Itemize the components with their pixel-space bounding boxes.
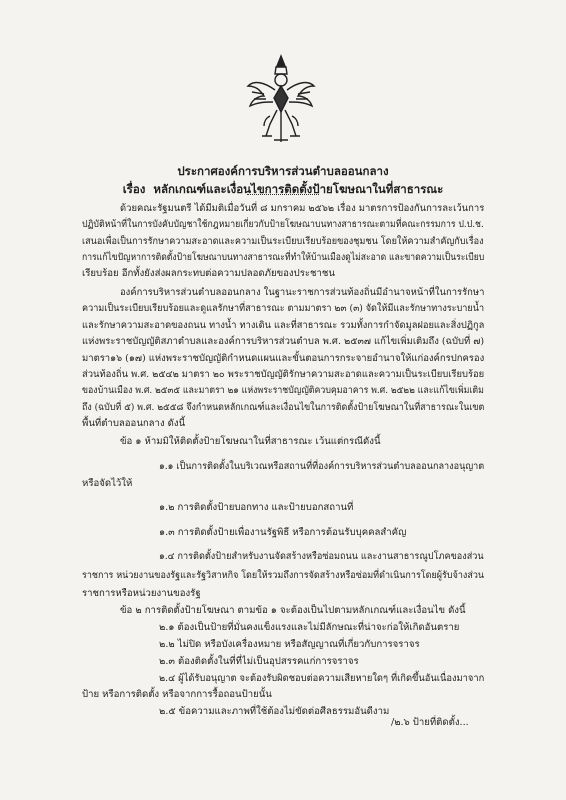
paragraph-2-line: พื้นที่ตำบลออนกลาง ดังนี้ [82,418,186,430]
paragraph-1-line: การแก้ไขปัญหาการติดตั้งป้ายโฆษณาบนทางสาธารณะที่ทำให้บ้านเมืองดูไม่สะอาด และขาดความเป็นระเบียบ [82,251,485,263]
clause-1-item-line: หรือจัดไว้ให้ [82,478,133,489]
clause-1-item-line: ราชการ หน่วยงานของรัฐและรัฐวิสาหกิจ โดยให้รวมถึงการจัดสร้างหรือซ่อมที่ดำเนินการโดยผู้รับจ้างส่วน [82,570,485,581]
title-separator [247,194,319,195]
paragraph-2-line: ของบ้านเมือง พ.ศ. ๒๕๓๕ และมาตรา ๒๑ แห่งพระราชบัญญัติควบคุมอาคาร พ.ศ. ๒๕๒๒ และแก้ไขเพิ่มเติม [82,385,484,397]
clause-1-item-line: ๑.๒ การติดตั้งป้ายบอกทาง และป้ายบอกสถานที่ [159,502,354,513]
clause-2-heading: ข้อ ๒ การติดตั้งป้ายโฆษณา ตามข้อ ๑ จะต้องเป็นไปตามหลักเกณฑ์และเงื่อนไข ดังนี้ [120,605,466,616]
paragraph-1-line: เรียบร้อย อีกทั้งยังส่งผลกระทบต่อความปลอดภัยของประชาชน [82,268,335,280]
paragraph-1-line: เสนอเพื่อเป็นการรักษาความสะอาดและความเป็นระเบียบเรียบร้อยของชุมชน โดยให้ความสำคัญกับเรื่อง [82,235,484,247]
paragraph-2-line: ส่วนท้องถิ่น พ.ศ. ๒๕๔๒ มาตรา ๒๐ พระราชบัญญัติรักษาความสะอาดและความเป็นระเบียบเรียบร้อย [82,369,485,380]
subject-label: เรื่อง [122,182,146,196]
clause-1-item-line: ราชการหรือหน่วยงานของรัฐ [82,588,201,599]
clause-1-item-line: ๑.๑ เป็นการติดตั้งในบริเวณหรือสถานที่ที่องค์การบริหารส่วนตำบลออนกลางอนุญาต [159,461,485,472]
clause-2-item-line: ๒.๕ ข้อความและภาพที่ใช้ต้องไม่ขัดต่อศีลธรรมอันดีงาม [159,706,390,717]
paragraph-2-line: แห่งพระราชบัญญัติสภาตำบลและองค์การบริหารส่วนตำบล พ.ศ. ๒๕๓๗ แก้ไขเพิ่มเติมถึง (ฉบับที่ ๗) [82,336,485,348]
clause-1-heading: ข้อ ๑ ห้ามมิให้ติดตั้งป้ายโฆษณาในที่สาธารณะ เว้นแต่กรณีดังนี้ [120,436,381,447]
paragraph-2-line: มาตรา๑๖ (๑๗) แห่งพระราชบัญญัติกำหนดแผนและขั้นตอนการกระจายอำนาจให้แก่องค์กรปกครอง [82,352,485,364]
continuation-note: /๒.๖ ป้ายที่ติดตั้ง... [391,717,469,728]
garuda-emblem-icon [246,52,316,147]
paragraph-2-line: ถึง (ฉบับที่ ๕) พ.ศ. ๒๕๕๘ จึงกำหนดหลักเกณฑ์และเงื่อนไขในการติดตั้งป้ายโฆษณาในที่สาธารณะในเขต [82,401,485,413]
clause-2-item-line: ป้าย หรือการติดตั้ง หรือจากการรื้อถอนป้ายนั้น [82,689,272,700]
paragraph-2-line: และรักษาความสะอาดของถนน ทางน้ำ ทางเดิน และที่สาธารณะ รวมทั้งการกำจัดมูลฝอยและสิ่งปฏิกูล [82,319,485,331]
announcement-title: ประกาศองค์การบริหารส่วนตำบลออนกลาง [177,164,389,178]
clause-2-item-line: ๒.๔ ผู้ได้รับอนุญาต จะต้องรับผิดชอบต่อความเสียหายใดๆ ที่เกิดขึ้นอันเนื่องมาจาก [159,673,485,684]
clause-2-item-line: ๒.๒ ไม่ปิด หรือบังเครื่องหมาย หรือสัญญาณที่เกี่ยวกับการจราจร [159,639,420,650]
paragraph-1-line: ปฏิบัติหน้าที่ในการบังคับบัญชาใช้กฎหมายเกี่ยวกับป้ายโฆษณาบนทางสาธารณะตามที่คณะกรรมการ ป.ป.ช. [82,219,484,231]
clause-2-item-line: ๒.๑ ต้องเป็นป้ายที่มั่นคงแข็งแรงและไม่มีลักษณะที่น่าจะก่อให้เกิดอันตราย [159,622,460,633]
clause-1-item-line: ๑.๔ การติดตั้งป้ายสำหรับงานจัดสร้างหรือซ่อมถนน และงานสาธารณูปโภคของส่วน [159,551,484,562]
paragraph-1-line: ด้วยคณะรัฐมนตรี ได้มีมติเมื่อวันที่ ๘ มกราคม ๒๕๖๒ เรื่อง มาตรการป้องกันการละเว้นการ [120,203,485,214]
announcement-subject [0,181,566,199]
clause-2-item-line: ๒.๓ ต้องติดตั้งในที่ที่ไม่เป็นอุปสรรคแก่การจราจร [159,656,359,667]
paragraph-2-line: องค์การบริหารส่วนตำบลออนกลาง ในฐานะราชการส่วนท้องถิ่นมีอำนาจหน้าที่ในการรักษา [120,287,485,298]
subject-text: หลักเกณฑ์และเงื่อนไขการติดตั้งป้ายโฆษณาในที่สาธารณะ [153,182,444,196]
clause-1-item-line: ๑.๓ การติดตั้งป้ายเพื่องานรัฐพิธี หรือการต้อนรับบุคคลสำคัญ [159,527,407,538]
paragraph-2-line: ความเป็นระเบียบเรียบร้อยและดูแลรักษาที่สาธารณะ ตามมาตรา ๒๓ (๓) จัดให้มีและรักษาทางระบายน้ำ [82,303,485,315]
